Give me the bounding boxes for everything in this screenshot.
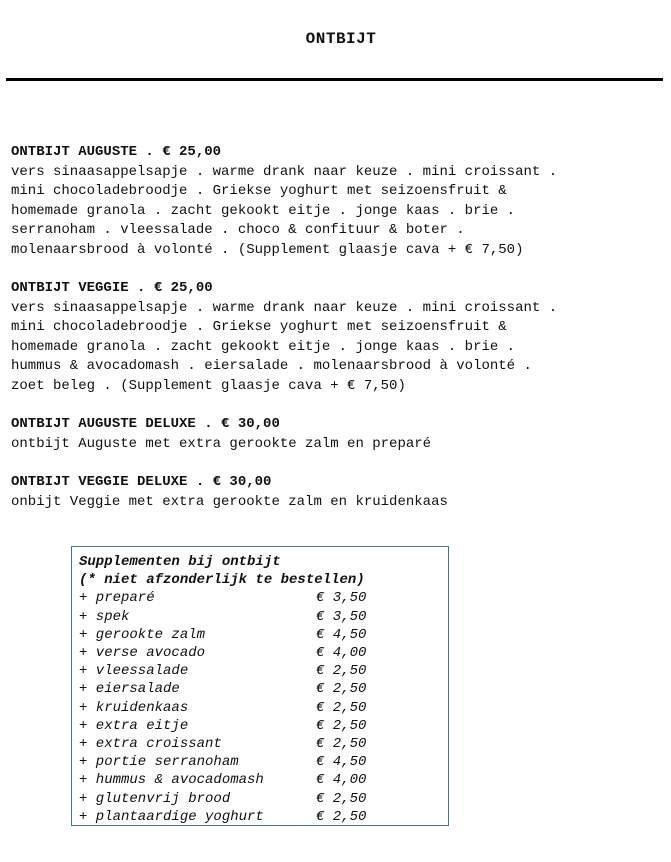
supplement-name: + extra croissant (79, 736, 222, 753)
supplements-note: (* niet afzonderlijk te bestellen) (79, 572, 365, 589)
supplement-price: € 2,50 (316, 717, 367, 734)
supplement-row (79, 771, 448, 789)
supplement-price: € 2,50 (316, 663, 367, 680)
supplement-price: € 2,50 (316, 681, 367, 698)
supplement-price: € 2,50 (316, 808, 367, 825)
menu-item-description-line: homemade granola . zacht gekookt eitje . jonge kaas . brie . (11, 338, 516, 355)
supplement-name: + kruidenkaas (79, 699, 189, 716)
breakfast-menu (11, 143, 661, 531)
supplement-name: + glutenvrij brood (79, 790, 231, 807)
supplement-price: € 4,00 (316, 645, 367, 662)
supplement-row (79, 589, 448, 607)
menu-item-veggie (11, 279, 661, 396)
menu-item-auguste-deluxe (11, 415, 661, 454)
supplement-row (79, 790, 448, 808)
supplement-price: € 2,50 (316, 790, 367, 807)
supplement-price: € 4,50 (316, 754, 367, 771)
supplement-row (79, 662, 448, 680)
supplement-row (79, 680, 448, 698)
supplement-name: + verse avocado (79, 645, 206, 662)
menu-item-description-line: homemade granola . zacht gekookt eitje . jonge kaas . brie . (11, 202, 516, 219)
supplement-row (79, 644, 448, 662)
supplement-row (79, 699, 448, 717)
supplement-row (79, 808, 448, 826)
supplement-name: + eiersalade (79, 681, 180, 698)
supplement-row (79, 717, 448, 735)
supplement-name: + portie serranoham (79, 754, 239, 771)
menu-item-description-line: mini chocoladebroodje . Griekse yoghurt met seizoensfruit & (11, 183, 507, 199)
menu-item-title: ONTBIJT AUGUSTE . € 25,00 (11, 144, 222, 160)
page-title: ONTBIJT (305, 30, 377, 48)
supplement-row (79, 608, 448, 626)
supplement-name: + vleessalade (79, 663, 189, 680)
supplement-row (79, 626, 448, 644)
supplement-name: + hummus & avocadomash (79, 772, 264, 789)
supplement-price: € 4,50 (316, 626, 367, 643)
supplement-name: + plantaardige yoghurt (79, 808, 264, 825)
menu-item-description-line: mini chocoladebroodje . Griekse yoghurt met seizoensfruit & (11, 319, 507, 335)
supplement-name: + extra eitje (79, 717, 189, 734)
menu-item-description-line: serranoham . vleessalade . choco & confituur & boter . (11, 222, 465, 238)
menu-item-description-line: hummus & avocadomash . eiersalade . molenaarsbrood à volonté . (11, 358, 532, 374)
menu-item-auguste (11, 143, 661, 260)
menu-item-description-line: onbijt Veggie met extra gerookte zalm en kruidenkaas (11, 493, 448, 510)
supplement-price: € 3,50 (316, 590, 367, 607)
menu-item-description-line: molenaarsbrood à volonté . (Supplement glaasje cava + € 7,50) (11, 241, 524, 258)
title-divider (6, 78, 663, 81)
menu-item-title: ONTBIJT VEGGIE . € 25,00 (11, 280, 213, 296)
menu-item-description-line: vers sinaasappelsapje . warme drank naar keuze . mini croissant . (11, 299, 558, 316)
supplements-box (71, 546, 449, 826)
menu-item-veggie-deluxe (11, 473, 661, 512)
menu-item-title: ONTBIJT AUGUSTE DELUXE . € 30,00 (11, 416, 280, 432)
menu-item-title: ONTBIJT VEGGIE DELUXE . € 30,00 (11, 474, 272, 490)
supplement-price: € 2,50 (316, 736, 367, 753)
supplements-heading: Supplementen bij ontbijt (79, 554, 281, 570)
supplement-row (79, 753, 448, 771)
menu-item-description-line: vers sinaasappelsapje . warme drank naar keuze . mini croissant . (11, 163, 558, 180)
supplement-name: + spek (79, 608, 130, 625)
supplement-name: + gerookte zalm (79, 626, 206, 643)
supplement-name: + preparé (79, 590, 155, 607)
supplement-price: € 2,50 (316, 699, 367, 716)
menu-item-description-line: ontbijt Auguste met extra gerookte zalm en preparé (11, 435, 432, 452)
supplement-row (79, 735, 448, 753)
supplement-price: € 4,00 (316, 772, 367, 789)
menu-item-description-line: zoet beleg . (Supplement glaasje cava + € 7,50) (11, 377, 406, 394)
supplement-price: € 3,50 (316, 608, 367, 625)
